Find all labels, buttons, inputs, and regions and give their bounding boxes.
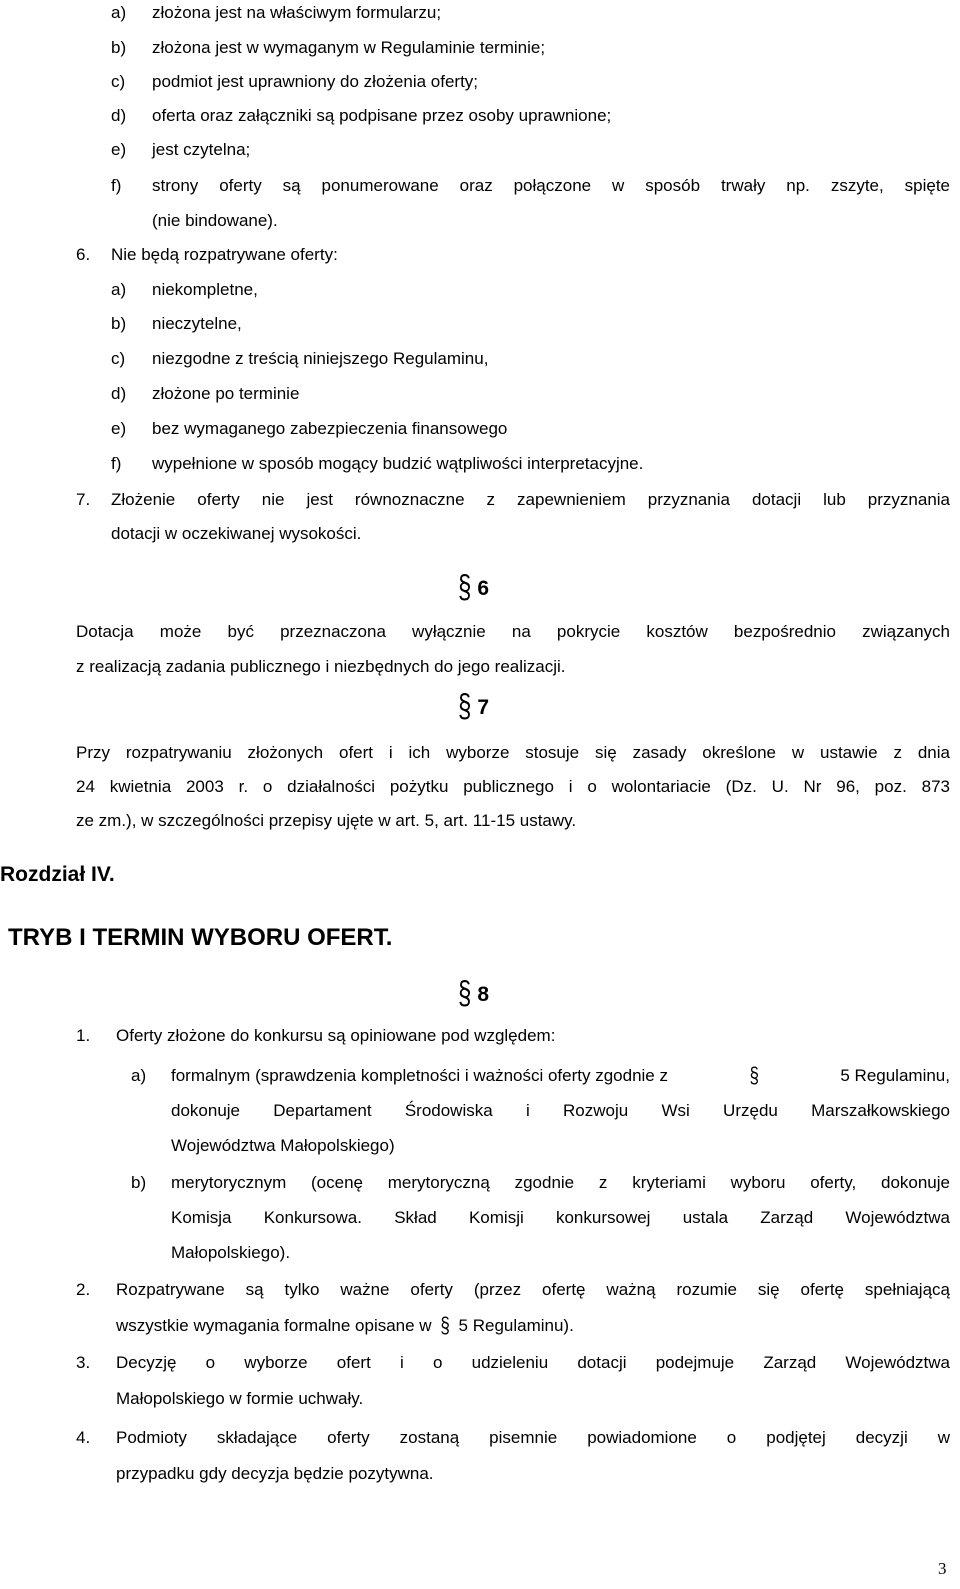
list-item-continued: Małopolskiego).	[171, 1243, 291, 1262]
point-text: Oferty złożone do konkursu są opiniowane pod względem:	[116, 1026, 556, 1045]
list-label: e)	[111, 419, 127, 438]
list-label: e)	[111, 140, 127, 159]
point-number: 3.	[76, 1353, 91, 1372]
list-label: a)	[111, 3, 127, 22]
chapter-label: Rozdział IV.	[0, 863, 115, 886]
list-item: wypełnione w sposób mogący budzić wątpliwości interpretacyjne.	[152, 454, 644, 473]
list-item-continued: (nie bindowane).	[152, 211, 278, 230]
section-7-text-continued: 24 kwietnia 2003 r. o działalności pożytku publicznego i o wolontariacie (Dz. U. Nr 96, poz. 873	[76, 777, 950, 796]
list-label: b)	[131, 1173, 147, 1192]
point-text-continued: dotacji w oczekiwanej wysokości.	[111, 524, 362, 543]
list-item: niezgodne z treścią niniejszego Regulaminu,	[152, 349, 489, 368]
list-label: c)	[111, 349, 126, 368]
point-number: 2.	[76, 1280, 91, 1299]
section-6-text-continued: z realizacją zadania publicznego i niezbędnych do jego realizacji.	[76, 657, 566, 676]
list-item	[171, 1063, 950, 1088]
list-item: podmiot jest uprawniony do złożenia oferty;	[152, 72, 479, 91]
list-item-continued: Komisja Konkursowa. Skład Komisji konkursowej ustala Zarząd Województwa	[171, 1208, 950, 1227]
list-item: strony oferty są ponumerowane oraz połączone w sposób trwały np. zszyte, spięte	[152, 176, 950, 195]
list-label: c)	[111, 72, 126, 91]
section-icon: §	[440, 1313, 450, 1338]
section-number: 7	[477, 696, 490, 719]
list-label: b)	[111, 38, 127, 57]
chapter-title: TRYB I TERMIN WYBORU OFERT.	[8, 924, 393, 951]
list-item: bez wymaganego zabezpieczenia finansowego	[152, 419, 508, 438]
list-item: jest czytelna;	[152, 140, 251, 159]
point-text-continued: przypadku gdy decyzja będzie pozytywna.	[116, 1464, 434, 1483]
section-6-heading	[458, 569, 490, 606]
list-item: nieczytelne,	[152, 314, 242, 333]
point-number: 1.	[76, 1026, 91, 1045]
list-item: złożona jest w wymaganym w Regulaminie terminie;	[152, 38, 546, 57]
point-text: Decyzję o wyborze ofert i o udzieleniu dotacji podejmuje Zarząd Województwa	[116, 1353, 950, 1372]
point-text-part: 5 Regulaminu).	[458, 1316, 574, 1335]
point-text: Nie będą rozpatrywane oferty:	[111, 245, 338, 264]
point-text: Podmioty składające oferty zostaną pisemnie powiadomione o podjętej decyzji w	[116, 1428, 950, 1447]
list-item: złożone po terminie	[152, 384, 300, 403]
section-icon: §	[458, 688, 472, 725]
section-6-text: Dotacja może być przeznaczona wyłącznie na pokrycie kosztów bezpośrednio związanych	[76, 622, 950, 641]
list-item-continued: dokonuje Departament Środowiska i Rozwoju Wsi Urzędu Marszałkowskiego	[171, 1101, 950, 1120]
point-number: 4.	[76, 1428, 91, 1447]
list-item-text: 5 Regulaminu,	[840, 1066, 950, 1085]
list-label: f)	[111, 176, 122, 195]
section-number: 6	[477, 577, 490, 600]
section-7-text: Przy rozpatrywaniu złożonych ofert i ich wyborze stosuje się zasady określone w ustawie z dnia	[76, 743, 950, 762]
list-item: niekompletne,	[152, 280, 258, 299]
list-label: a)	[111, 280, 127, 299]
point-text: Rozpatrywane są tylko ważne oferty (przez ofertę ważną rozumie się ofertę spełniającą	[116, 1280, 950, 1299]
point-text-continued: Małopolskiego w formie uchwały.	[116, 1389, 364, 1408]
point-text: Złożenie oferty nie jest równoznaczne z zapewnieniem przyznania dotacji lub przyznania	[111, 490, 950, 509]
list-item-text: formalnym (sprawdzenia kompletności i ważności oferty zgodnie z	[171, 1066, 668, 1085]
section-icon: §	[458, 569, 472, 606]
list-label: d)	[111, 384, 127, 403]
section-8-heading	[458, 975, 490, 1012]
list-label: a)	[131, 1066, 147, 1085]
point-text-part: wszystkie wymagania formalne opisane w	[116, 1316, 432, 1335]
point-number: 6.	[76, 245, 91, 264]
list-label: b)	[111, 314, 127, 333]
list-item-continued: Województwa Małopolskiego)	[171, 1136, 395, 1155]
section-icon: §	[749, 1063, 759, 1088]
list-label: f)	[111, 454, 122, 473]
section-7-text-continued: ze zm.), w szczególności przepisy ujęte w art. 5, art. 11-15 ustawy.	[76, 811, 577, 830]
section-7-heading	[458, 688, 490, 725]
point-text-continued	[116, 1313, 574, 1338]
point-number: 7.	[76, 490, 91, 509]
list-item: złożona jest na właściwym formularzu;	[152, 3, 442, 22]
section-icon: §	[458, 975, 472, 1012]
section-number: 8	[477, 983, 490, 1006]
list-label: d)	[111, 106, 127, 125]
list-item: oferta oraz załączniki są podpisane przez osoby uprawnione;	[152, 106, 612, 125]
page-number: 3	[938, 1559, 947, 1578]
list-item: merytorycznym (ocenę merytoryczną zgodnie z kryteriami wyboru oferty, dokonuje	[171, 1173, 950, 1192]
